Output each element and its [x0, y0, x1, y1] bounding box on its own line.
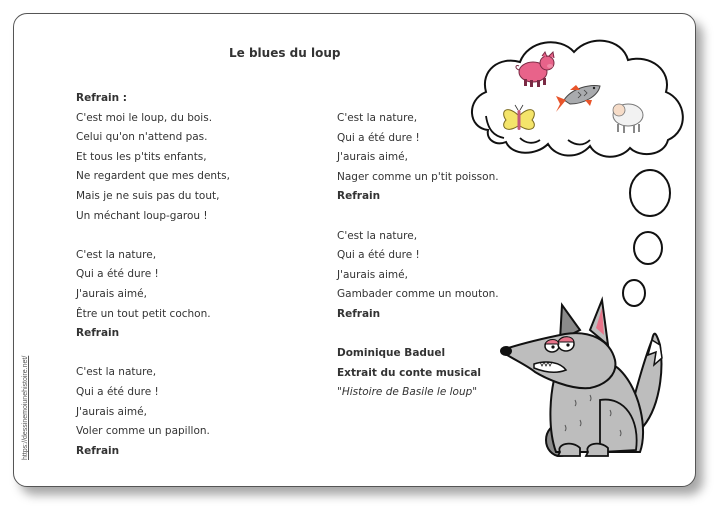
lyric-line: Ne regardent que mes dents,: [76, 170, 230, 183]
lyric-line: C'est la nature,: [76, 248, 157, 261]
lyric-line: J'aurais aimé,: [76, 405, 147, 418]
refrain-marker: Refrain: [337, 307, 381, 320]
lyric-line: Qui a été dure !: [337, 131, 420, 144]
quote-open: ": [337, 386, 342, 399]
thought-bubble-large-icon: [630, 170, 670, 216]
lyric-line: J'aurais aimé,: [76, 287, 147, 300]
author-name: Dominique Baduel: [337, 347, 446, 359]
thought-bubble-small-icon: [623, 280, 645, 306]
source-url-link[interactable]: https://dessinemoiunehistoire.net/: [22, 355, 29, 460]
refrain-heading: Refrain :: [76, 92, 127, 104]
lyric-line: Être un tout petit cochon.: [76, 307, 211, 320]
wolf-icon: [500, 300, 662, 456]
extract-note: Extrait du conte musical: [337, 366, 482, 379]
quote-close: ": [472, 386, 478, 399]
lyric-line: Qui a été dure !: [76, 385, 159, 398]
lyric-line: Nager comme un p'tit poisson.: [337, 170, 499, 183]
lyric-line: C'est moi le loup, du bois.: [76, 111, 213, 124]
lyric-line: Voler comme un papillon.: [76, 425, 210, 438]
lyric-line: Mais je ne suis pas du tout,: [76, 189, 220, 202]
lyric-line: C'est la nature,: [76, 366, 157, 379]
lyric-line: Qui a été dure !: [76, 268, 159, 281]
lyric-line: C'est la nature,: [337, 112, 418, 124]
lyric-line: Celui qu'on n'attend pas.: [76, 131, 208, 144]
lyric-line: Gambader comme un mouton.: [337, 288, 499, 301]
page-title: Le blues du loup: [229, 46, 341, 60]
refrain-marker: Refrain: [76, 327, 120, 340]
lyric-line: Qui a été dure !: [337, 249, 420, 262]
lyric-line: J'aurais aimé,: [337, 268, 408, 281]
lyric-line: J'aurais aimé,: [337, 151, 408, 164]
lyric-line: Et tous les p'tits enfants,: [76, 150, 207, 163]
lyric-line: Un méchant loup-garou !: [76, 209, 208, 222]
work-title: Histoire de Basile le loup: [341, 386, 473, 399]
lyric-line: C'est la nature,: [337, 229, 418, 242]
refrain-marker: Refrain: [337, 190, 381, 203]
thought-bubble-medium-icon: [634, 232, 662, 264]
refrain-marker: Refrain: [76, 444, 120, 457]
